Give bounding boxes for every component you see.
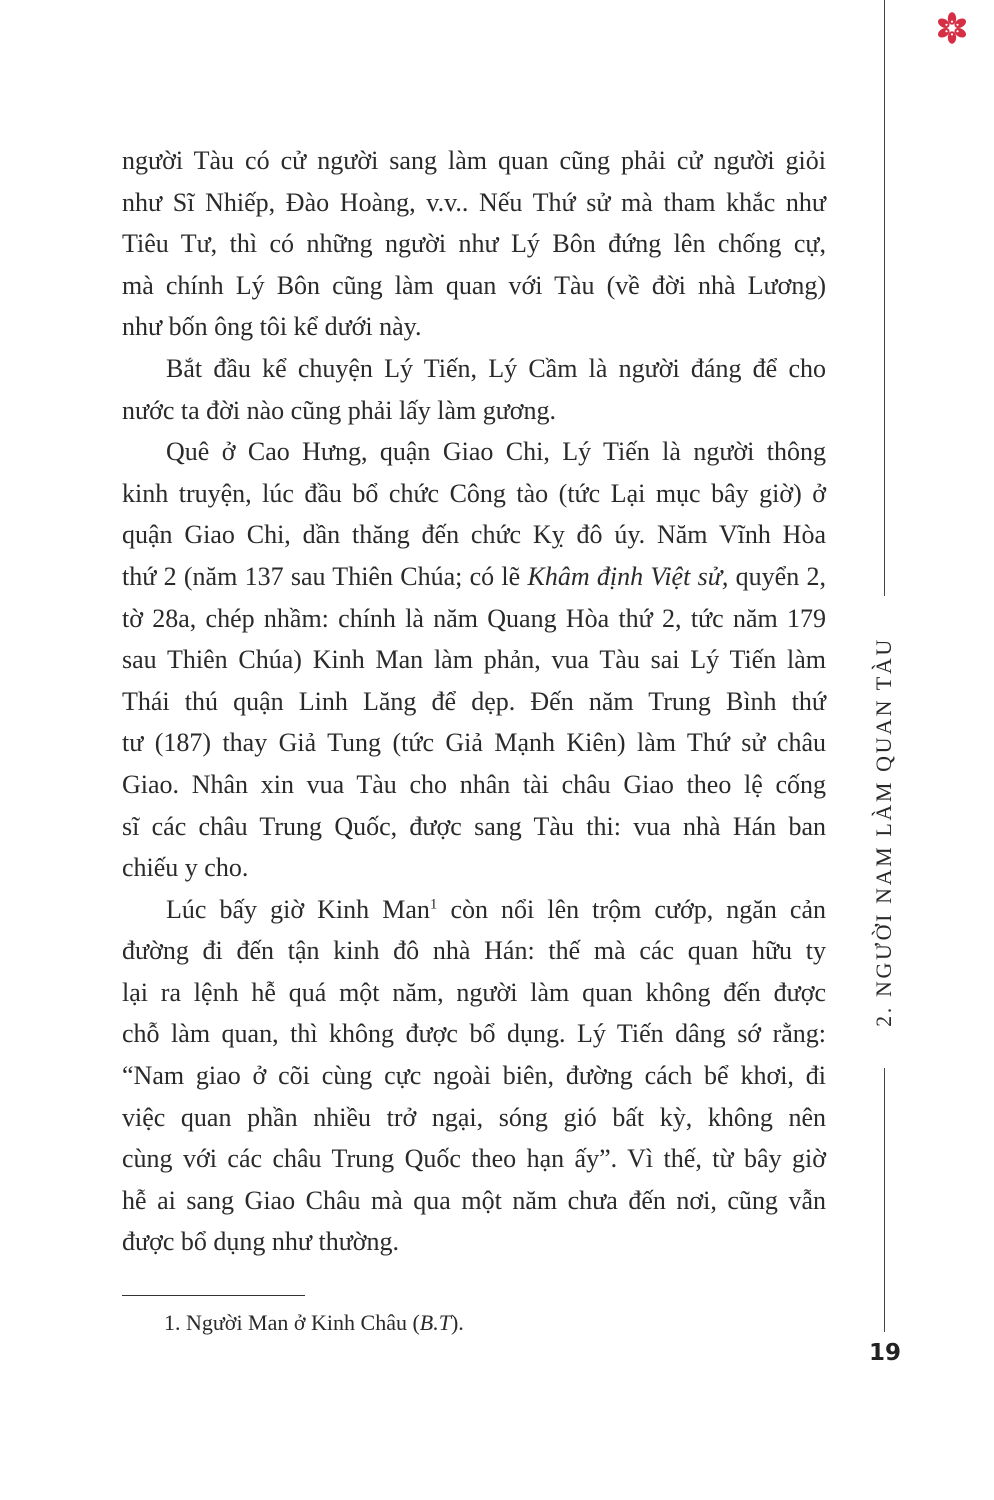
text-line: như Sĩ Nhiếp, Đào Hoàng, v.v.. Nếu Thứ sử mà tham khắc như [122, 187, 826, 217]
text-line: sĩ các châu Trung Quốc, được sang Tàu thi: vua nhà Hán ban [122, 811, 826, 841]
text-line [122, 889, 826, 931]
footnote-text: 1. Người Man ở Kinh Châu ( [164, 1310, 420, 1335]
paragraph-2 [122, 348, 826, 431]
text-line: việc quan phần nhiều trở ngại, sóng gió bất kỳ, không nên [122, 1102, 826, 1132]
flower-icon [936, 12, 968, 44]
book-title: Khâm định Việt sử, [527, 561, 729, 591]
text-line: đường đi đến tận kinh đô nhà Hán: thế mà các quan hữu ty [122, 936, 826, 966]
footnote-marker: 1 [429, 896, 438, 913]
margin-rule-bottom [884, 1068, 885, 1332]
text-segment: thứ 2 (năm 137 sau Thiên Chúa; có lẽ [122, 561, 528, 591]
text-line: cùng với các châu Trung Quốc theo hạn ấy”. Vì thế, từ bây giờ [122, 1144, 826, 1174]
text-line: Tiêu Tư, thì có những người như Lý Bôn đứng lên chống cự, [122, 229, 826, 259]
text-line: được bổ dụng như thường. [122, 1227, 400, 1257]
text-line: “Nam giao ở cõi cùng cực ngoài biên, đường cách bể khơi, đi [122, 1061, 826, 1091]
text-line: hễ ai sang Giao Châu mà qua một năm chưa đến nơi, cũng vẫn [122, 1185, 826, 1215]
page-number: 19 [868, 1340, 901, 1366]
text-line [122, 556, 826, 598]
paragraph-4 [122, 889, 826, 1263]
text-line: mà chính Lý Bôn cũng làm quan với Tàu (về đời nhà Lương) [122, 270, 826, 300]
footnote-abbrev: B.T [419, 1310, 451, 1335]
text-line: người Tàu có cử người sang làm quan cũng phải cử người giỏi [122, 146, 826, 175]
text-segment: Lúc bấy giờ Kinh Man [166, 894, 430, 924]
body-text [122, 140, 826, 1263]
text-line: Bắt đầu kể chuyện Lý Tiến, Lý Cầm là người đáng để cho [166, 353, 826, 383]
text-line: như bốn ông tôi kể dưới này. [122, 312, 422, 342]
running-head-text: 2. NGƯỜI NAM LÀM QUAN TÀU [871, 637, 896, 1027]
margin-rule-top [884, 0, 885, 596]
text-line: chiếu y cho. [122, 853, 249, 883]
text-line: nước ta đời nào cũng phải lấy làm gương. [122, 395, 557, 425]
footnote [164, 1308, 464, 1338]
text-line: Giao. Nhân xin vua Tàu cho nhân tài châu Giao theo lệ cống [122, 769, 826, 799]
text-segment: quyển 2, [728, 561, 826, 591]
text-segment: còn nổi lên trộm cướp, ngăn cản [437, 894, 826, 924]
footnote-rule [122, 1295, 305, 1296]
footnote-text-end: ). [450, 1310, 464, 1335]
text-line: lại ra lệnh hễ quá một năm, người làm quan không đến được [122, 977, 826, 1007]
paragraph-3 [122, 431, 826, 889]
text-line: quận Giao Chi, dần thăng đến chức Kỵ đô úy. Năm Vĩnh Hòa [122, 520, 826, 550]
text-line: Quê ở Cao Hưng, quận Giao Chi, Lý Tiến là người thông [166, 437, 826, 467]
text-line: chỗ làm quan, thì không được bổ dụng. Lý Tiến dâng sớ rằng: [122, 1019, 826, 1049]
text-line: kinh truyện, lúc đầu bổ chức Công tào (tức Lại mục bây giờ) ở [122, 478, 826, 508]
text-line: tờ 28a, chép nhầm: chính là năm Quang Hòa thứ 2, tức năm 179 [122, 603, 826, 633]
text-line: sau Thiên Chúa) Kinh Man làm phản, vua Tàu sai Lý Tiến làm [122, 645, 826, 675]
paragraph-1 [122, 140, 826, 348]
text-line: tư (187) thay Giả Tung (tức Giả Mạnh Kiên) làm Thứ sử châu [122, 728, 826, 758]
text-line: Thái thú quận Linh Lăng để dẹp. Đến năm Trung Bình thứ [122, 686, 826, 716]
